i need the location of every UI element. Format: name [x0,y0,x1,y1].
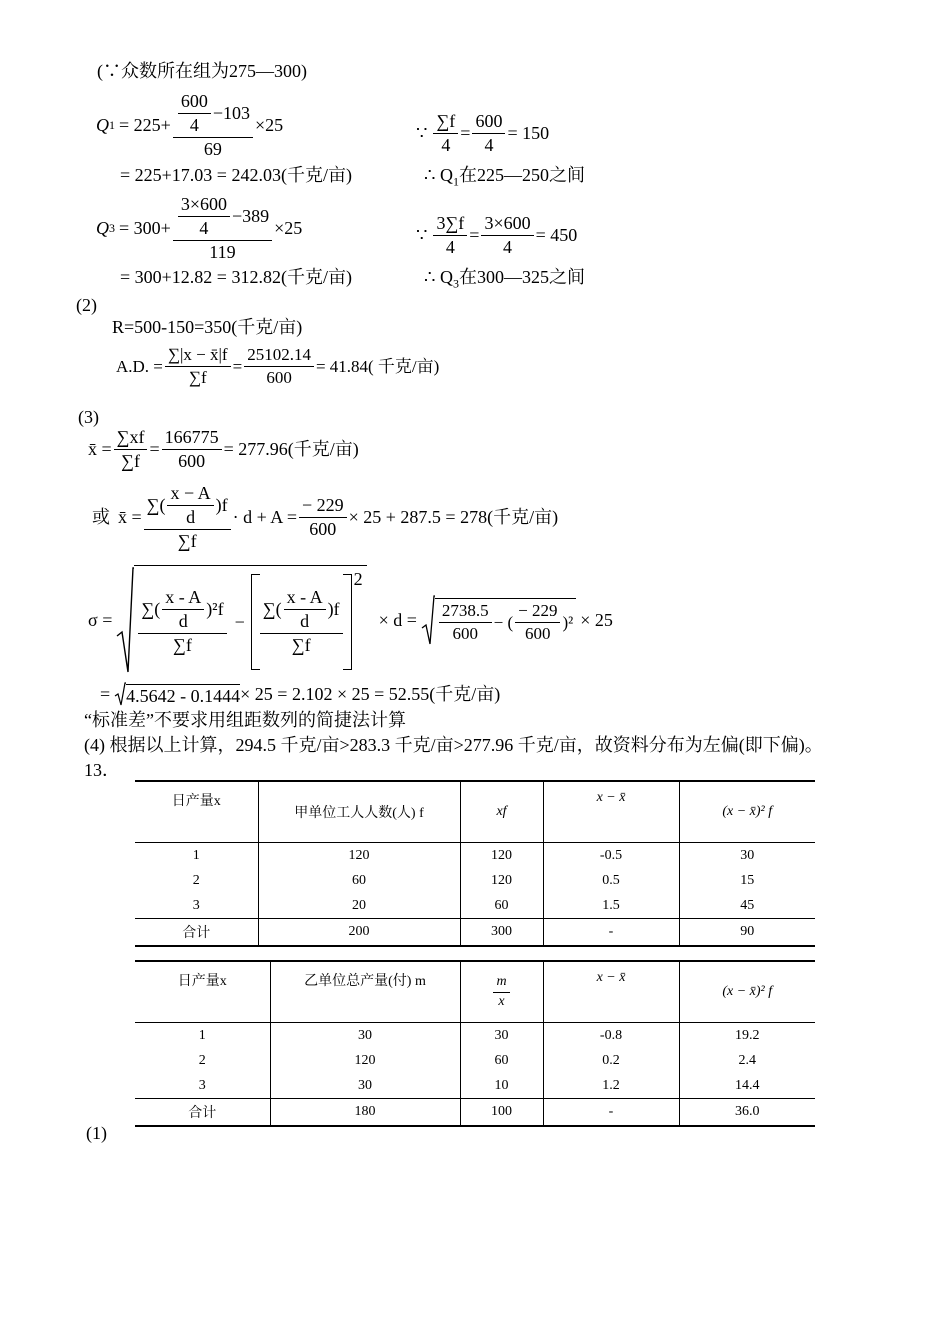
sigma-n1: 2738.5 [439,602,492,623]
q3-inner-den: 4 [199,217,209,238]
sigma-n2: − 229 [515,602,560,623]
mean-lhs: x̄ = [88,439,112,460]
sigma-frac-c [439,602,492,643]
q3-fraction [173,195,272,262]
t1-total-c2: 200 [258,919,460,947]
t2-header-mx [460,961,543,1023]
mean-eq: = [149,439,160,460]
t1-r2-c2: 60 [258,868,460,893]
t2-r2-c2: 120 [270,1048,460,1073]
part3-label: (3) [78,407,99,427]
final-radicand: 4.5642 - 0.1444 [126,685,241,706]
q3-side-frac1 [433,214,467,257]
table-row [135,843,815,869]
sqrt-sign-icon-3 [114,682,126,706]
mean-den: ∑f [121,450,140,471]
table-row [135,893,815,919]
mean-num2: 166775 [162,428,222,450]
t2-r2-c1: 2 [198,1052,206,1068]
q3-side-therefore [424,268,585,290]
q3-formula [96,195,302,262]
sigma-minus2: − ( [493,612,514,632]
q3-side-num2: 3×600 [481,214,533,236]
t1-total-c3: 300 [460,919,543,947]
ad-frac1 [165,346,231,387]
table-unit-b [135,960,815,1127]
table-row [135,1073,815,1099]
t2-r1-c1: 1 [135,1023,270,1049]
sigma-final [100,682,500,706]
sigma-bracket [251,574,352,670]
t2-total-c4: - [543,1099,679,1127]
t1-r2-c3: 120 [460,868,543,893]
because-sign-2: ∵ [416,225,428,246]
alt-num2: − 229 [299,496,347,518]
q3-result: = 300+12.82 = 312.82(千克/亩) [120,267,352,287]
t2-header-dev: x − x̄ [543,961,679,1023]
alt-mean-formula [92,484,558,551]
q1-side-eq2: = 150 [507,123,550,144]
q3-side-formula [416,214,577,257]
t2-r3-c5: 14.4 [679,1073,815,1099]
t1-r1-c4: -0.5 [543,843,679,869]
q3-lhs: Q [96,218,109,239]
q3-inner-num: 3×600 [178,195,230,217]
sigma-d1: 600 [452,623,478,643]
sigma-b-inner-den: d [300,611,310,632]
mean-frac2 [162,428,222,471]
t1-r3-c5: 45 [679,893,815,919]
therefore-q3: ∴ Q [424,267,453,287]
table-total-row [135,1099,815,1127]
sigma-end: × 25 [580,610,613,630]
t1-header-dev: x − x̄ [543,781,679,843]
table-row [135,868,815,893]
range-formula: R=500-150=350(千克/亩) [112,317,303,337]
q13-sub1-label: (1) [86,1123,107,1143]
q1-prefix: = 225+ [119,115,171,136]
alt-inner-den: d [186,506,196,527]
t2-total-c5: 36.0 [679,1099,815,1127]
therefore-q3-sub: 3 [452,276,459,291]
q1-side-num2: 600 [472,112,505,134]
mean-formula [88,428,359,471]
sqrt-sign-icon [116,566,134,674]
q3-side-sum-den: 4 [445,236,455,257]
t1-header-sqdev: (x − x̄)² f [679,781,815,843]
sigma-a-post: )²f [206,599,224,620]
q1-inner-num: 600 [178,92,211,114]
q13-label: 13． [84,760,120,780]
sigma-a-inner [162,588,204,631]
q1-inner-minus: −103 [212,102,250,123]
therefore-q3-text: 在300—325之间 [458,267,585,287]
t2-r3-c3: 10 [460,1073,543,1099]
t1-r3-c3: 60 [460,893,543,919]
or-label: 或 [92,507,110,528]
sigma-formula [88,566,613,674]
mean-num: ∑xf [114,428,148,450]
t2-header-x: 日产量x [135,961,270,1023]
t2-total-label: 合计 [135,1099,270,1127]
q1-fraction [173,92,253,159]
therefore-q1-sub: 1 [452,174,459,189]
table-row [135,1023,815,1049]
sigma-sqrt2 [421,594,576,646]
ad-den: ∑f [188,367,207,387]
t1-r2-c1: 2 [192,872,200,888]
sigma-frac-d [515,602,560,643]
q3-inner-fraction [178,195,230,238]
q1-den: 69 [203,138,222,159]
q3-side-frac2 [481,214,533,257]
sigma-b-inner [284,588,326,631]
mean-frac1 [114,428,148,471]
sigma-close: )² [562,612,574,632]
t2-total-c3: 100 [460,1099,543,1127]
sigma-radicand2 [435,598,576,643]
t2-r2-c5: 2.4 [679,1048,815,1073]
alt-inner-num: x − A [167,484,213,506]
q1-formula [96,92,283,159]
sigma-minus: − [234,611,245,632]
q1-lhs: Q [96,115,109,136]
alt-num-pre: ∑( [146,494,166,515]
q1-side-sum-den: 4 [441,134,451,155]
t1-r1-c3: 120 [460,843,543,869]
t1-total-label: 合计 [135,919,258,947]
t2-header-output: 乙单位总产量(付) m [270,961,460,1023]
alt-result: × 25 + 287.5 = 278(千克/亩) [348,507,559,528]
t2-header-sqdev: (x − x̄)² f [679,961,815,1023]
t2-r3-c2: 30 [270,1073,460,1099]
sigma-d2: 600 [525,623,551,643]
t1-r3-c4: 1.5 [543,893,679,919]
t2-header-m: m [493,975,509,993]
q3-den: 119 [209,241,236,262]
q3-side-sum: 3∑f [433,214,467,236]
alt-lhs: x̄ = [118,507,142,528]
q3-inner-minus: −389 [231,205,270,226]
ad-result: = 41.84( 千克/亩) [315,356,440,376]
t1-r2-c4: 0.5 [543,868,679,893]
part2-label: (2) [76,295,97,315]
ad-lhs: A.D. = [116,356,163,376]
alt-den: ∑f [177,530,197,551]
alt-mid: · d + A = [232,507,297,528]
q1-side-frac1 [433,112,458,155]
table-unit-a [135,780,815,947]
t2-r1-c3: 30 [460,1023,543,1049]
t1-header-xf: xf [460,781,543,843]
mean-result: = 277.96(千克/亩) [223,439,359,460]
t1-header-x: 日产量x [135,781,258,843]
sigma-frac-a [138,588,226,655]
ad-frac2 [244,346,314,387]
table-row [135,1048,815,1073]
ad-num: ∑|x − x̄|f [165,346,231,367]
t2-mx-frac [493,975,509,1009]
q1-inner-den: 4 [189,114,199,135]
ad-num2: 25102.14 [244,346,314,367]
mode-group-note: (∵众数所在组为275—300) [97,61,307,81]
mean-den2: 600 [178,450,206,471]
sigma-a-pre: ∑( [141,599,161,620]
sigma-b-post: )f [327,599,340,620]
q1-times: ×25 [254,115,284,136]
sigma-radicand [134,565,366,670]
alt-inner-frac [167,484,213,527]
final-eq: = [100,684,111,704]
t2-r2-c3: 60 [460,1048,543,1073]
q1-side-eq1: = [460,123,471,144]
q1-side-frac2 [472,112,505,155]
t2-r1-c2: 30 [270,1023,460,1049]
alt-frac [144,484,231,551]
ad-den2: 600 [266,367,292,387]
sigma-lhs: σ = [88,610,113,630]
table-total-row [135,919,815,947]
t2-total-c2: 180 [270,1099,460,1127]
t2-r3-c4: 1.2 [543,1073,679,1099]
q1-side-den2: 4 [484,134,494,155]
ad-formula [116,346,439,387]
part4-text: (4) 根据以上计算，294.5 千克/亩>283.3 千克/亩>277.96 千克/亩，故资料分布为左偏(即下偏)。 [84,735,823,755]
q3-side-eq1: = [469,225,480,246]
q1-result: = 225+17.03 = 242.03(千克/亩) [120,165,352,185]
sigma-frac-b [260,588,343,655]
t2-r1-c5: 19.2 [679,1023,815,1049]
t2-r1-c4: -0.8 [543,1023,679,1049]
t1-r1-c2: 120 [258,843,460,869]
sqrt-sign-icon-2 [421,594,435,646]
therefore-q1: ∴ Q [424,165,453,185]
q3-prefix: = 300+ [119,218,171,239]
q1-inner-fraction [178,92,211,135]
sigma-times: × d = [378,610,417,630]
q1-side-sum: ∑f [433,112,458,134]
q3-side-eq2: = 450 [535,225,578,246]
sigma-a-den: ∑f [173,634,192,655]
t2-r2-c4: 0.2 [543,1048,679,1073]
q3-times: ×25 [274,218,303,239]
t1-total-c5: 90 [679,919,815,947]
alt-frac2 [299,496,347,539]
q1-side-therefore [424,166,585,188]
sigma-square: 2 [353,568,363,589]
sigma-a-inner-num: x - A [162,588,204,610]
q1-side-formula [416,112,549,155]
because-sign: ∵ [416,123,428,144]
t1-r1-c5: 30 [679,843,815,869]
t2-r3-c1: 3 [198,1077,206,1093]
t1-total-c4: - [543,919,679,947]
alt-num-tail: )f [215,494,228,515]
t1-r2-c5: 15 [679,868,815,893]
alt-den2: 600 [309,518,337,539]
therefore-q1-text: 在225—250之间 [458,165,585,185]
sigma-b-pre: ∑( [262,599,282,620]
t1-r3-c2: 20 [258,893,460,919]
std-note: “标准差”不要求用组距数列的简捷法计算 [84,710,406,730]
t1-r3-c1: 3 [192,897,200,913]
t1-r1-c1: 1 [135,843,258,869]
sigma-a-inner-den: d [178,611,188,632]
sigma-b-den: ∑f [291,634,311,655]
ad-eq: = [232,356,243,376]
final-result: × 25 = 2.102 × 25 = 52.55(千克/亩) [240,684,501,704]
q3-sub: 3 [109,221,115,236]
q1-sub: 1 [109,118,115,133]
q3-side-den2: 4 [503,236,513,257]
sigma-b-inner-num: x - A [284,588,326,610]
t1-header-workers: 甲单位工人人数(人) f [258,781,460,843]
t2-header-x-den: x [498,993,505,1009]
